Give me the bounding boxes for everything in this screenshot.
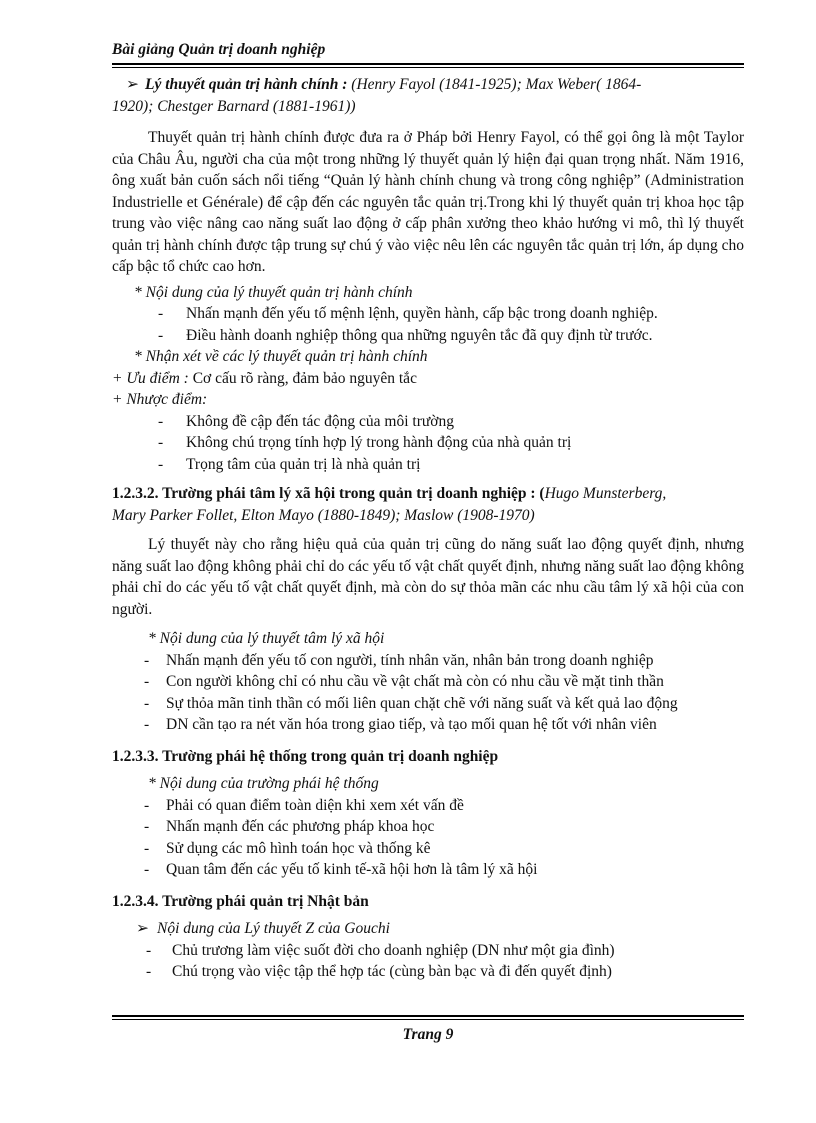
sec1-cons-item-3: Trọng tâm của quản trị là nhà quản trị — [186, 455, 421, 473]
sec2-paragraph: Lý thuyết này cho rằng hiệu quả của quản trị cũng do năng suất lao động quyết định, nhưng năng suất lao động không phải chỉ do các yếu tố vật chất quyết định, nhưng năng suất lao động không phải chỉ do các yếu tố vật chất quyết định, mà còn do sự thỏa mãn các nhu cầu tâm lý xã hội của con người. — [112, 536, 744, 618]
sec2-content-title: * Nội dung của lý thuyết tâm lý xã hội — [148, 630, 385, 647]
dash-bullet: - — [146, 941, 152, 959]
sec1-pros-text: Cơ cấu rõ ràng, đảm bảo nguyên tắc — [188, 369, 417, 387]
list-item — [112, 714, 744, 736]
header-title: Bài giảng Quản trị doanh nghiệp — [112, 41, 326, 58]
sec2-item-3: Sự thỏa mãn tinh thần có mối liên quan chặt chẽ với năng suất và kết quả lao động — [166, 694, 678, 712]
sec2-authors-2: Mary Parker Follet, Elton Mayo (1880-1849); Maslow (1908-1970) — [112, 506, 535, 524]
sec3-item-2: Nhấn mạnh đến các phương pháp khoa học — [166, 818, 435, 835]
page-number: Trang 9 — [402, 1026, 454, 1043]
list-item — [112, 303, 744, 325]
sec1-pros-label: + Ưu điểm : — [112, 369, 189, 387]
sec2-title: Trường phái tâm lý xã hội trong quản trị doanh nghiệp : ( — [158, 485, 545, 502]
sec2-number: 1.2.3.2. — [112, 485, 159, 502]
dash-bullet: - — [144, 839, 150, 857]
dash-bullet: - — [144, 818, 150, 835]
sec4-content-title-row — [112, 918, 744, 940]
sec4-item-2: Chú trọng vào việc tập thể hợp tác (cùng bàn bạc và đi đến quyết định) — [172, 963, 612, 980]
footer-rule-thick — [112, 1015, 744, 1017]
sec3-item-1: Phải có quan điểm toàn diện khi xem xét vấn đề — [166, 796, 464, 814]
sec3-item-4: Quan tâm đến các yếu tố kinh tế-xã hội hơn là tâm lý xã hội — [166, 861, 538, 878]
dash-bullet: - — [158, 412, 164, 430]
sec3-heading: 1.2.3.3. Trường phái hệ thống trong quản trị doanh nghiệp — [112, 747, 499, 765]
dash-bullet: - — [146, 963, 152, 980]
sec3-item-3: Sử dụng các mô hình toán học và thống kê — [166, 839, 431, 857]
sec1-paragraph: Thuyết quản trị hành chính được đưa ra ở Pháp bởi Henry Fayol, có thể gọi ông là một Taylor của Châu Âu, người cha của một trong những lý thuyết quản lý hiện đại quan trọng nhất. Năm 1916, ông xuất bản cuốn sách nổi tiếng “Quản lý hành chính chung và trong công nghiệp” (Administration Industrielle et Générale) để cập đến các nguyên tắc quản trị.Trong khi lý thuyết quản trị khoa học tập trung vào việc nâng cao năng suất lao động ở cấp phân xưởng theo khảo hướng vi mô, thì lý thuyết quản trị hành chính được tập trung sự chú ý vào việc nêu lên các nguyên tắc quản trị lớn, áp dụng cho cấp bậc tổ chức cao hơn. — [112, 129, 744, 275]
dash-bullet: - — [158, 434, 164, 451]
sec1-content-item-1: Nhấn mạnh đến yếu tố mệnh lệnh, quyền hành, cấp bậc trong doanh nghiệp. — [186, 305, 658, 322]
dash-bullet: - — [158, 455, 164, 473]
header-rule-thick — [112, 63, 744, 65]
dash-bullet: - — [144, 651, 150, 669]
list-item — [112, 432, 744, 454]
sec1-cons-item-2: Không chú trọng tính hợp lý trong hành động của nhà quản trị — [186, 434, 572, 451]
sec4-item-1: Chủ trương làm việc suốt đời cho doanh nghiệp (DN như một gia đình) — [172, 941, 615, 959]
list-item — [112, 795, 744, 817]
dash-bullet: - — [144, 673, 150, 690]
list-item — [112, 650, 744, 672]
list-item — [112, 961, 744, 983]
sec1-heading-rest-2: 1920); Chestger Barnard (1881-1961)) — [112, 97, 356, 115]
dash-bullet: - — [158, 326, 164, 344]
list-item — [112, 838, 744, 860]
sec1-heading — [112, 74, 744, 96]
list-item — [112, 816, 744, 838]
sec4-content-title: Nội dung của Lý thuyết Z của Gouchi — [157, 920, 390, 937]
sec1-cons-item-1: Không đề cập đến tác động của môi trường — [186, 412, 454, 430]
sec2-item-4: DN cần tạo ra nét văn hóa trong giao tiếp, và tạo mối quan hệ tốt với nhân viên — [166, 716, 657, 733]
dash-bullet: - — [144, 694, 150, 712]
sec4-heading: 1.2.3.4. Trường phái quản trị Nhật bản — [112, 892, 369, 910]
dash-bullet: - — [158, 305, 164, 322]
header-rule-thin — [112, 67, 744, 68]
arrow-bullet-icon: ➢ — [136, 920, 149, 937]
sec1-heading-rest-1: (Henry Fayol (1841-1925); Max Weber( 1864- — [347, 76, 642, 93]
footer-rule-thin — [112, 1019, 744, 1020]
sec3-content-title: * Nội dung của trường phái hệ thống — [148, 775, 379, 792]
page-footer — [112, 1015, 744, 1044]
list-item — [112, 454, 744, 476]
list-item — [112, 325, 744, 347]
list-item — [112, 671, 744, 693]
dash-bullet: - — [144, 861, 150, 878]
sec1-content-title: * Nội dung của lý thuyết quản trị hành chính — [134, 283, 413, 301]
list-item — [112, 693, 744, 715]
list-item — [112, 859, 744, 881]
sec1-review-title: * Nhận xét về các lý thuyết quản trị hành chính — [134, 348, 428, 365]
sec2-item-2: Con người không chỉ có nhu cầu về vật chất mà còn có nhu cầu về mặt tinh thần — [166, 673, 664, 690]
list-item — [112, 940, 744, 962]
list-item — [112, 411, 744, 433]
page-content — [112, 74, 744, 983]
sec1-heading-bold: Lý thuyết quản trị hành chính : — [145, 76, 348, 93]
dash-bullet: - — [144, 796, 150, 814]
sec1-content-item-2: Điều hành doanh nghiệp thông qua những nguyên tắc đã quy định từ trước. — [186, 326, 653, 344]
sec2-item-1: Nhấn mạnh đến yếu tố con người, tính nhân văn, nhân bản trong doanh nghiệp — [166, 651, 654, 669]
sec1-pros — [112, 368, 744, 390]
sec1-cons-label: + Nhược điểm: — [112, 391, 208, 408]
dash-bullet: - — [144, 716, 150, 733]
arrow-bullet-icon: ➢ — [126, 76, 139, 93]
page-header — [112, 40, 744, 68]
sec2-authors-1: Hugo Munsterberg, — [544, 485, 667, 502]
sec2-heading — [112, 483, 744, 505]
